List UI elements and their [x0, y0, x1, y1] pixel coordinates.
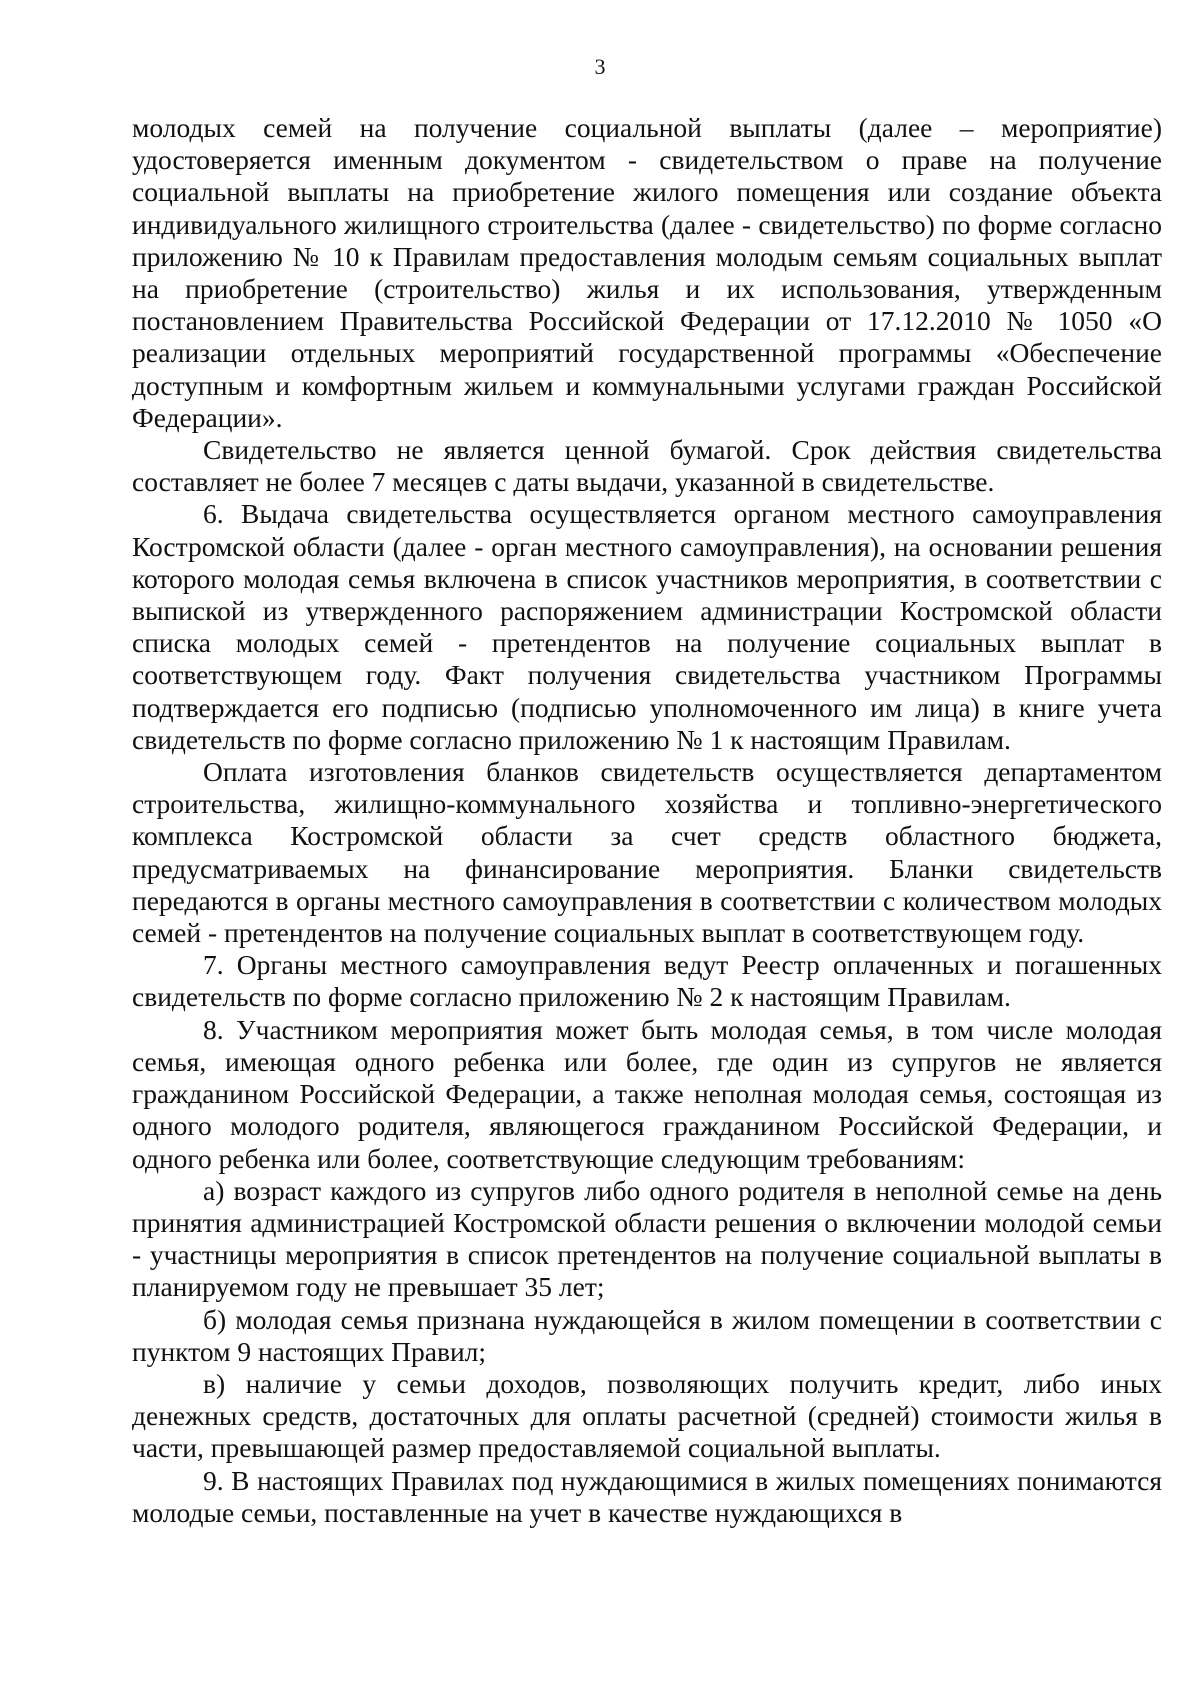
- paragraph-item-8a: а) возраст каждого из супругов либо одного родителя в неполной семье на день принятия администрацией Костромской области решения о включении молодой семьи - участницы мероприятия в список претендентов на получение социальной выплаты в планируемом году не превышает 35 лет;: [132, 1174, 1162, 1303]
- paragraph-item-9: 9. В настоящих Правилах под нуждающимися в жилых помещениях понимаются молодые семьи, поставленные на учет в качестве нуждающихся в: [132, 1464, 1162, 1528]
- paragraph-blank-payment: Оплата изготовления бланков свидетельств осуществляется департаментом строительства, жилищно-коммунального хозяйства и топливно-энергетического комплекса Костромской области за счет средств областного бюджета, предусматриваемых на финансирование мероприятия. Бланки свидетельств передаются в органы местного самоуправления в соответствии с количеством молодых семей - претендентов на получение социальных выплат в соответствующем году.: [132, 756, 1162, 949]
- document-body: [132, 112, 1162, 1529]
- page-number: 3: [594, 54, 606, 79]
- paragraph-item-8c: в) наличие у семьи доходов, позволяющих получить кредит, либо иных денежных средств, достаточных для оплаты расчетной (средней) стоимости жилья в части, превышающей размер предоставляемой социальной выплаты.: [132, 1367, 1162, 1464]
- paragraph-item-6: 6. Выдача свидетельства осуществляется органом местного самоуправления Костромской области (далее - орган местного самоуправления), на основании решения которого молодая семья включена в список участников мероприятия, в соответствии с выпиской из утвержденного распоряжением администрации Костромской области списка молодых семей - претендентов на получение социальных выплат в соответствующем году. Факт получения свидетельства участником Программы подтверждается его подписью (подписью уполномоченного им лица) в книге учета свидетельств по форме согласно приложению № 1 к настоящим Правилам.: [132, 498, 1162, 755]
- paragraph-continuation: молодых семей на получение социальной выплаты (далее – мероприятие) удостоверяется именным документом - свидетельством о праве на получение социальной выплаты на приобретение жилого помещения или создание объекта индивидуального жилищного строительства (далее - свидетельство) по форме согласно приложению № 10 к Правилам предоставления молодым семьям социальных выплат на приобретение (строительство) жилья и их использования, утвержденным постановлением Правительства Российской Федерации от 17.12.2010 № 1050 «О реализации отдельных мероприятий государственной программы «Обеспечение доступным и комфортным жильем и коммунальными услугами граждан Российской Федерации».: [132, 112, 1162, 433]
- paragraph-item-8: 8. Участником мероприятия может быть молодая семья, в том числе молодая семья, имеющая одного ребенка или более, где один из супругов не является гражданином Российской Федерации, а также неполная молодая семья, состоящая из одного молодого родителя, являющегося гражданином Российской Федерации, и одного ребенка или более, соответствующие следующим требованиям:: [132, 1013, 1162, 1174]
- paragraph-item-8b: б) молодая семья признана нуждающейся в жилом помещении в соответствии с пунктом 9 настоящих Правил;: [132, 1303, 1162, 1367]
- paragraph-item-7: 7. Органы местного самоуправления ведут Реестр оплаченных и погашенных свидетельств по форме согласно приложению № 2 к настоящим Правилам.: [132, 949, 1162, 1013]
- paragraph-certificate-status: Свидетельство не является ценной бумагой. Срок действия свидетельства составляет не более 7 месяцев с даты выдачи, указанной в свидетельстве.: [132, 434, 1162, 498]
